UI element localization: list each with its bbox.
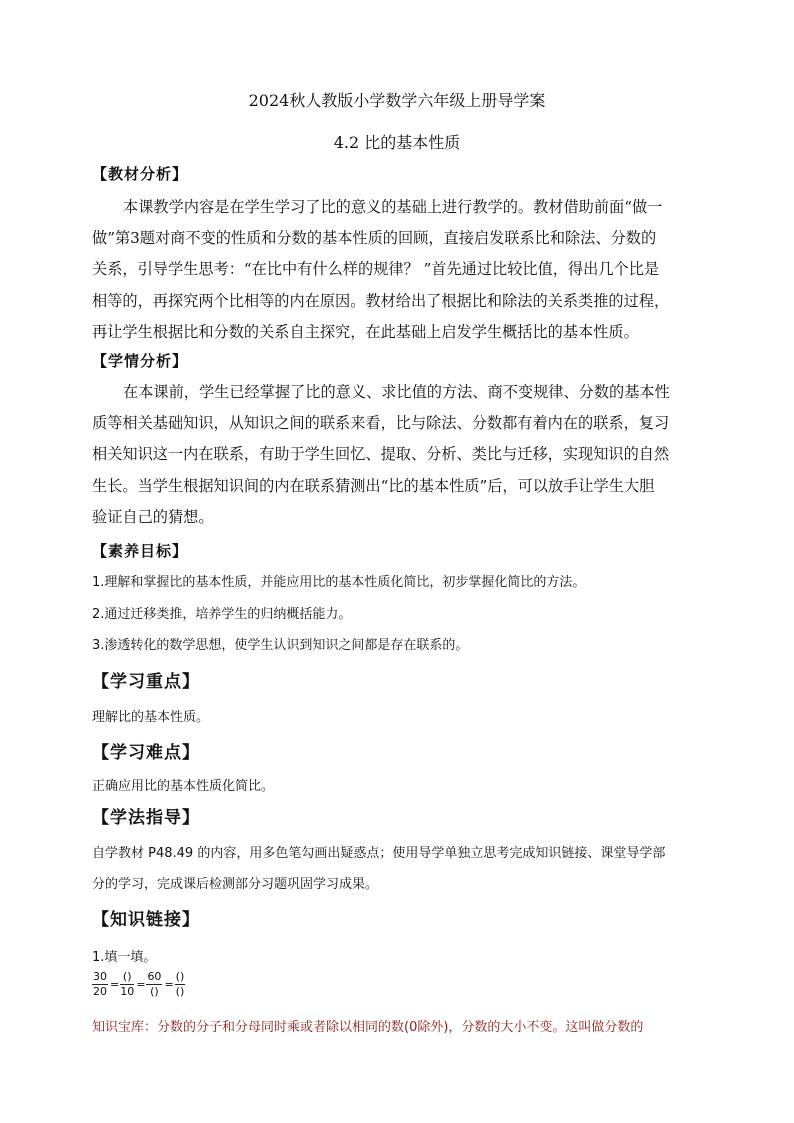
fraction-denominator-blank[interactable]: () [150, 985, 159, 998]
paragraph-line: 相等的，再探究两个比相等的内在原因。教材给出了根据比和除法的关系类推的过程， [92, 291, 670, 310]
key-points-text: 理解比的基本性质。 [92, 710, 210, 725]
section-heading-student-analysis: 【学情分析】 [92, 352, 189, 370]
document-title: 2024秋人教版小学数学六年级上册导学案 [248, 91, 546, 110]
fraction-denominator-blank[interactable]: () [175, 985, 185, 998]
paragraph-line: 质等相关基础知识，从知识之间的联系来看，比与除法、分数都有着内在的联系，复习 [92, 414, 670, 433]
knowledge-treasury-note: 知识宝库：分数的分子和分母同时乘或者除以相同的数(0除外)，分数的大小不变。这叫做分数的 [92, 1020, 644, 1035]
lesson-title: 4.2 比的基本性质 [333, 133, 461, 152]
textbook-analysis-paragraph [92, 192, 704, 348]
fraction[interactable] [146, 970, 162, 999]
difficulties-text: 正确应用比的基本性质化简比。 [92, 779, 275, 794]
fraction-denominator: 20 [93, 985, 107, 998]
paragraph-line: 自学教材 P48.49 的内容，用多色笔勾画出疑惑点；使用导学单独立思考完成知识链接、课堂导学部 [92, 846, 666, 861]
equals-sign: = [136, 978, 146, 991]
section-heading-knowledge-link: 【知识链接】 [92, 910, 200, 930]
fraction [92, 970, 108, 999]
paragraph-line: 再让学生根据比和分数的关系自主探究，在此基础上启发学生概括比的基本性质。 [92, 322, 639, 341]
paragraph-line: 验证自己的猜想。 [92, 507, 214, 526]
fraction[interactable] [175, 970, 186, 999]
fraction-numerator-blank[interactable]: () [175, 970, 185, 983]
equals-sign: = [110, 978, 120, 991]
paragraph-line: 做”第3题对商不变的性质和分数的基本性质的回顾，直接启发联系比和除法、分数的 [92, 229, 657, 248]
paragraph-line: 分的学习，完成课后检测部分习题巩固学习成果。 [92, 877, 379, 892]
goal-item: 2.通过迁移类推，培养学生的归纳概括能力。 [92, 607, 352, 622]
goal-item: 1.理解和掌握比的基本性质，并能应用比的基本性质化简比，初步掌握化简比的方法。 [92, 575, 586, 590]
fill-in-task: 1.填一填。 [92, 950, 157, 965]
paragraph-line: 关系，引导学生思考：“在比中有什么样的规律？ ”首先通过比较比值，得出几个比是 [92, 260, 660, 279]
fraction-denominator: 10 [120, 985, 135, 998]
paragraph-line: 本课教学内容是在学生学习了比的意义的基础上进行教学的。教材借助前面“做一 [123, 198, 663, 216]
fraction-numerator: 60 [147, 970, 162, 983]
equals-sign: = [164, 978, 174, 991]
method-paragraph [92, 838, 704, 900]
fraction-numerator-blank[interactable]: () [120, 970, 134, 985]
goal-item: 3.渗透转化的数学思想，使学生认识到知识之间都是存在联系的。 [92, 638, 469, 653]
fraction[interactable] [120, 970, 134, 999]
section-heading-method: 【学法指导】 [92, 808, 200, 828]
paragraph-line: 相关知识这一内在联系，有助于学生回忆、提取、分析、类比与迁移，实现知识的自然 [92, 445, 670, 464]
fraction-equation [92, 970, 186, 999]
paragraph-line: 生长。当学生根据知识间的内在联系猜测出“比的基本性质”后，可以放手让学生大胆 [92, 476, 655, 495]
section-heading-key-points: 【学习重点】 [92, 672, 200, 692]
fraction-numerator: 30 [93, 970, 107, 983]
section-heading-goals: 【素养目标】 [92, 542, 189, 560]
section-heading-difficulties: 【学习难点】 [92, 743, 200, 763]
section-heading-textbook-analysis: 【教材分析】 [92, 165, 189, 183]
paragraph-line: 在本课前，学生已经掌握了比的意义、求比值的方法、商不变规律、分数的基本性 [123, 383, 670, 401]
student-analysis-paragraph [92, 377, 704, 533]
